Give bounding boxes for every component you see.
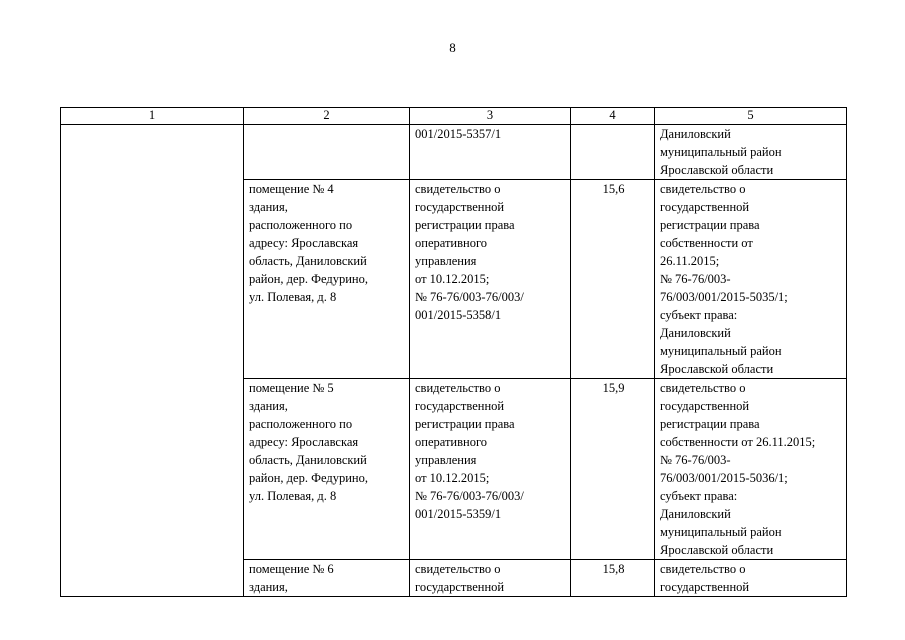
registration-cell: 001/2015-5357/1 (410, 125, 571, 180)
area-cell (571, 125, 655, 180)
ownership-cell: свидетельство о государственной регистрации права собственности от 26.11.2015; № 76-76/003- 76/003/001/2015-5035/1; субъект права: Даниловский муниципальный район Ярославской области (655, 180, 847, 379)
table-row (61, 125, 847, 180)
page-number: 8 (449, 40, 456, 55)
column-header-4: 4 (571, 108, 655, 125)
object-cell: помещение № 6 здания, (244, 560, 410, 597)
registration-cell: свидетельство о государственной регистрации права оперативного управления от 10.12.2015; № 76-76/003-76/003/ 001/2015-5358/1 (410, 180, 571, 379)
merged-first-column-cell (61, 125, 244, 597)
ownership-cell: Даниловский муниципальный район Ярославской области (655, 125, 847, 180)
object-cell: помещение № 5 здания, расположенного по адресу: Ярославская область, Даниловский район, дер. Федурино, ул. Полевая, д. 8 (244, 379, 410, 560)
column-header-2: 2 (244, 108, 410, 125)
registration-cell: свидетельство о государственной регистрации права оперативного управления от 10.12.2015; № 76-76/003-76/003/ 001/2015-5359/1 (410, 379, 571, 560)
column-header-3: 3 (410, 108, 571, 125)
table-header-row (61, 108, 847, 125)
area-cell: 15,6 (571, 180, 655, 379)
column-header-5: 5 (655, 108, 847, 125)
ownership-cell: свидетельство о государственной регистрации права собственности от 26.11.2015; № 76-76/003- 76/003/001/2015-5036/1; субъект права: Даниловский муниципальный район Ярославской области (655, 379, 847, 560)
column-header-1: 1 (61, 108, 244, 125)
area-cell: 15,8 (571, 560, 655, 597)
area-cell: 15,9 (571, 379, 655, 560)
registration-cell: свидетельство о государственной (410, 560, 571, 597)
ownership-cell: свидетельство о государственной (655, 560, 847, 597)
object-cell (244, 125, 410, 180)
object-cell: помещение № 4 здания, расположенного по адресу: Ярославская область, Даниловский район, дер. Федурино, ул. Полевая, д. 8 (244, 180, 410, 379)
property-table (60, 107, 847, 597)
